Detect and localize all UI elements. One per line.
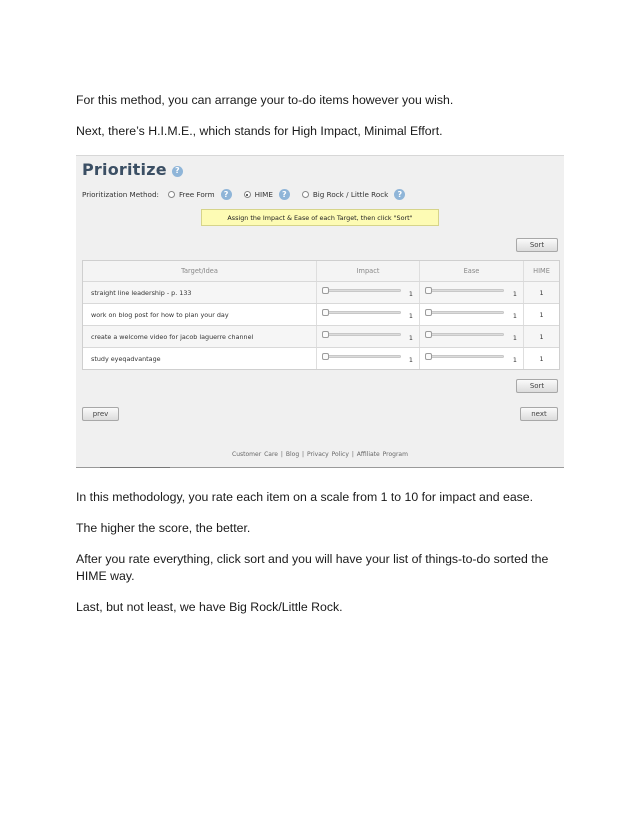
page-title: Prioritize — [82, 160, 167, 179]
footer-link-privacy-policy[interactable]: Privacy Policy — [307, 451, 349, 458]
impact-value: 1 — [408, 290, 413, 298]
impact-slider[interactable] — [323, 355, 401, 358]
method-option-big-rock[interactable] — [302, 189, 405, 200]
hime-score: 1 — [523, 348, 559, 369]
sort-button-top[interactable]: Sort — [516, 238, 558, 252]
footer-links — [76, 451, 564, 458]
impact-cell — [316, 348, 419, 369]
impact-value: 1 — [408, 334, 413, 342]
help-icon[interactable]: ? — [221, 189, 232, 200]
ease-cell — [419, 282, 523, 303]
targets-table — [82, 260, 560, 370]
radio-free-form[interactable] — [168, 191, 175, 198]
impact-slider[interactable] — [323, 333, 401, 336]
table-header-row — [83, 261, 559, 281]
ease-slider[interactable] — [426, 355, 504, 358]
slider-handle[interactable] — [322, 287, 329, 294]
target-cell: work on blog post for how to plan your day — [91, 310, 229, 319]
method-option-label: HIME — [254, 190, 273, 199]
target-cell: create a welcome video for jacob laguerre channel — [91, 332, 254, 341]
footer-separator: | — [302, 451, 305, 458]
method-option-label: Big Rock / Little Rock — [312, 190, 389, 199]
column-header-impact[interactable]: Impact — [316, 261, 419, 281]
ease-cell — [419, 304, 523, 325]
sort-paragraph: After you rate everything, click sort and you will have your list of things-to-do sorted the HIME way. — [76, 552, 549, 583]
prioritization-method-row — [82, 189, 417, 200]
footer-link-affiliate-program[interactable]: Affiliate Program — [356, 451, 408, 458]
hime-score: 1 — [523, 304, 559, 325]
footer-link-customer-care[interactable]: Customer Care — [232, 451, 278, 458]
impact-value: 1 — [408, 356, 413, 364]
impact-cell — [316, 304, 419, 325]
impact-value: 1 — [408, 312, 413, 320]
ease-cell — [419, 348, 523, 369]
target-cell: straight line leadership - p. 133 — [91, 288, 192, 297]
intro-paragraph: For this method, you can arrange your to-do items however you wish. — [76, 93, 454, 107]
methodology-paragraph: In this methodology, you rate each item on a scale from 1 to 10 for impact and ease. — [76, 490, 534, 504]
ease-value: 1 — [512, 312, 517, 320]
footer-link-blog[interactable]: Blog — [285, 451, 300, 458]
table-row — [83, 303, 559, 325]
radio-hime[interactable] — [244, 191, 251, 198]
slider-handle[interactable] — [425, 331, 432, 338]
slider-handle[interactable] — [322, 309, 329, 316]
help-icon[interactable]: ? — [394, 189, 405, 200]
impact-cell — [316, 282, 419, 303]
help-icon[interactable]: ? — [279, 189, 290, 200]
ease-value: 1 — [512, 356, 517, 364]
help-icon[interactable]: ? — [172, 166, 183, 177]
prev-button[interactable]: prev — [82, 407, 119, 421]
slider-handle[interactable] — [322, 353, 329, 360]
prioritize-screenshot — [76, 155, 564, 468]
column-header-hime[interactable]: HIME — [523, 261, 559, 281]
target-cell: study eyeqadvantage — [91, 354, 161, 363]
slider-handle[interactable] — [425, 287, 432, 294]
instruction-banner: Assign the Impact & Ease of each Target, then click "Sort" — [201, 209, 439, 226]
hime-score: 1 — [523, 326, 559, 347]
slider-handle[interactable] — [322, 331, 329, 338]
method-option-hime[interactable] — [244, 189, 290, 200]
column-header-target[interactable]: Target/Idea — [181, 267, 218, 275]
column-header-ease[interactable]: Ease — [419, 261, 523, 281]
ease-value: 1 — [512, 290, 517, 298]
next-button[interactable]: next — [520, 407, 558, 421]
score-paragraph: The higher the score, the better. — [76, 521, 251, 535]
big-rock-paragraph: Last, but not least, we have Big Rock/Little Rock. — [76, 600, 343, 614]
table-row — [83, 347, 559, 369]
hime-score: 1 — [523, 282, 559, 303]
ease-slider[interactable] — [426, 311, 504, 314]
ease-cell — [419, 326, 523, 347]
table-row — [83, 281, 559, 303]
screenshot-edge-line — [100, 467, 170, 468]
footer-separator: | — [351, 451, 354, 458]
footer-separator: | — [280, 451, 283, 458]
impact-slider[interactable] — [323, 311, 401, 314]
method-label: Prioritization Method: — [82, 190, 159, 199]
sort-button-bottom[interactable]: Sort — [516, 379, 558, 393]
slider-handle[interactable] — [425, 309, 432, 316]
impact-cell — [316, 326, 419, 347]
method-option-label: Free Form — [178, 190, 215, 199]
ease-slider[interactable] — [426, 289, 504, 292]
hime-intro-paragraph: Next, there’s H.I.M.E., which stands for High Impact, Minimal Effort. — [76, 124, 443, 138]
ease-slider[interactable] — [426, 333, 504, 336]
slider-handle[interactable] — [425, 353, 432, 360]
method-option-free-form[interactable] — [168, 189, 232, 200]
prioritize-header — [82, 160, 183, 179]
table-row — [83, 325, 559, 347]
ease-value: 1 — [512, 334, 517, 342]
radio-big-rock[interactable] — [302, 191, 309, 198]
impact-slider[interactable] — [323, 289, 401, 292]
